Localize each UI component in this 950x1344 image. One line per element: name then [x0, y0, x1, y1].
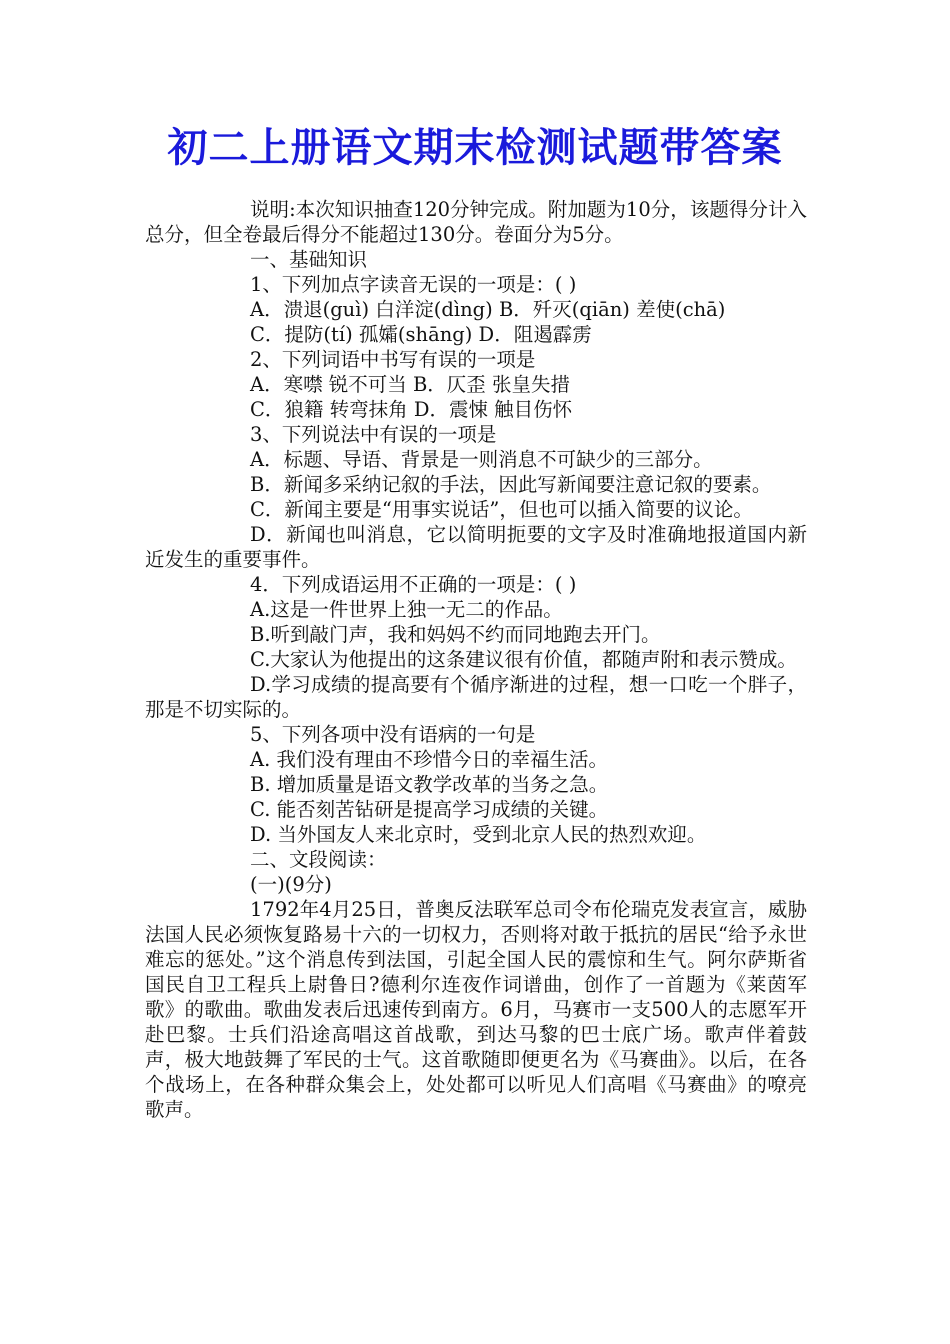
question-4-option-c: C.大家认为他提出的这条建议很有价值，都随声附和表示赞成。 [250, 648, 797, 671]
question-1-options-cd: C．提防(tí) 孤孀(shāng) D．阻遏霹雳 [250, 323, 592, 346]
question-4: 4．下列成语运用不正确的一项是：( ) [250, 573, 577, 596]
document-title: 初二上册语文期末检测试题带答案 [167, 124, 783, 171]
instructions-paragraph: 说明:本次知识抽查120分钟完成。附加题为10分，该题得分计入总分，但全卷最后得分不能超过130分。卷面分为5分。 [145, 198, 807, 246]
question-5-option-d: D. 当外国友人来北京时，受到北京人民的热烈欢迎。 [250, 823, 707, 846]
question-4-option-a: A.这是一件世界上独一无二的作品。 [250, 598, 563, 621]
question-5: 5、下列各项中没有语病的一句是 [250, 723, 536, 746]
question-3-option-b: B．新闻多采纳记叙的手法，因此写新闻要注意记叙的要素。 [250, 473, 772, 496]
question-5-option-a: A. 我们没有理由不珍惜今日的幸福生活。 [250, 748, 608, 771]
question-2-options-ab: A．寒噤 锐不可当 B．仄歪 张皇失措 [250, 373, 571, 396]
question-5-option-c: C. 能否刻苦钻研是提高学习成绩的关键。 [250, 798, 609, 821]
question-4-option-b: B.听到敲门声，我和妈妈不约而同地跑去开门。 [250, 623, 661, 646]
question-1-options-ab: A．溃退(guì) 白洋淀(dìng) B．歼灭(qiān) 差使(chā) [250, 298, 726, 321]
question-5-option-b: B. 增加质量是语文教学改革的当务之急。 [250, 773, 609, 796]
question-3-option-c: C．新闻主要是“用事实说话”，但也可以插入简要的议论。 [250, 498, 753, 521]
question-3-option-d: D．新闻也叫消息，它以简明扼要的文字及时准确地报道国内新近发生的重要事件。 [145, 523, 807, 571]
question-4-option-d: D.学习成绩的提高要有个循序渐进的过程，想一口吃一个胖子，那是不切实际的。 [145, 673, 807, 721]
question-2-options-cd: C．狼籍 转弯抹角 D．震悚 触目伤怀 [250, 398, 573, 421]
reading-passage: 1792年4月25日，普奥反法联军总司令布伦瑞克发表宣言，威胁法国人民必须恢复路易十六的一切权力，否则将对敢于抵抗的居民“给予永世难忘的惩处。”这个消息传到法国，引起全国人民的震惊和生气。阿尔萨斯省国民自卫工程兵上尉鲁日?德利尔连夜作词谱曲，创作了一首题为《莱茵军歌》的歌曲。歌曲发表后迅速传到南方。6月，马赛市一支500人的志愿军开赴巴黎。士兵们沿途高唱这首战歌，到达马黎的巴士底广场。歌声伴着鼓声，极大地鼓舞了军民的士气。这首歌随即便更名为《马赛曲》。以后，在各个战场上，在各种群众集会上，处处都可以听见人们高唱《马赛曲》的嘹亮歌声。 [145, 898, 807, 1121]
question-3: 3、下列说法中有误的一项是 [250, 423, 497, 446]
question-1: 1、下列加点字读音无误的一项是：( ) [250, 273, 577, 296]
document-body [145, 197, 807, 1122]
question-3-option-a: A．标题、导语、背景是一则消息不可缺少的三部分。 [250, 448, 713, 471]
reading-part-1-heading: (一)(9分) [250, 873, 332, 896]
section-heading-basics: 一、基础知识 [250, 248, 368, 271]
question-2: 2、下列词语中书写有误的一项是 [250, 348, 536, 371]
section-heading-reading: 二、文段阅读： [250, 848, 387, 871]
